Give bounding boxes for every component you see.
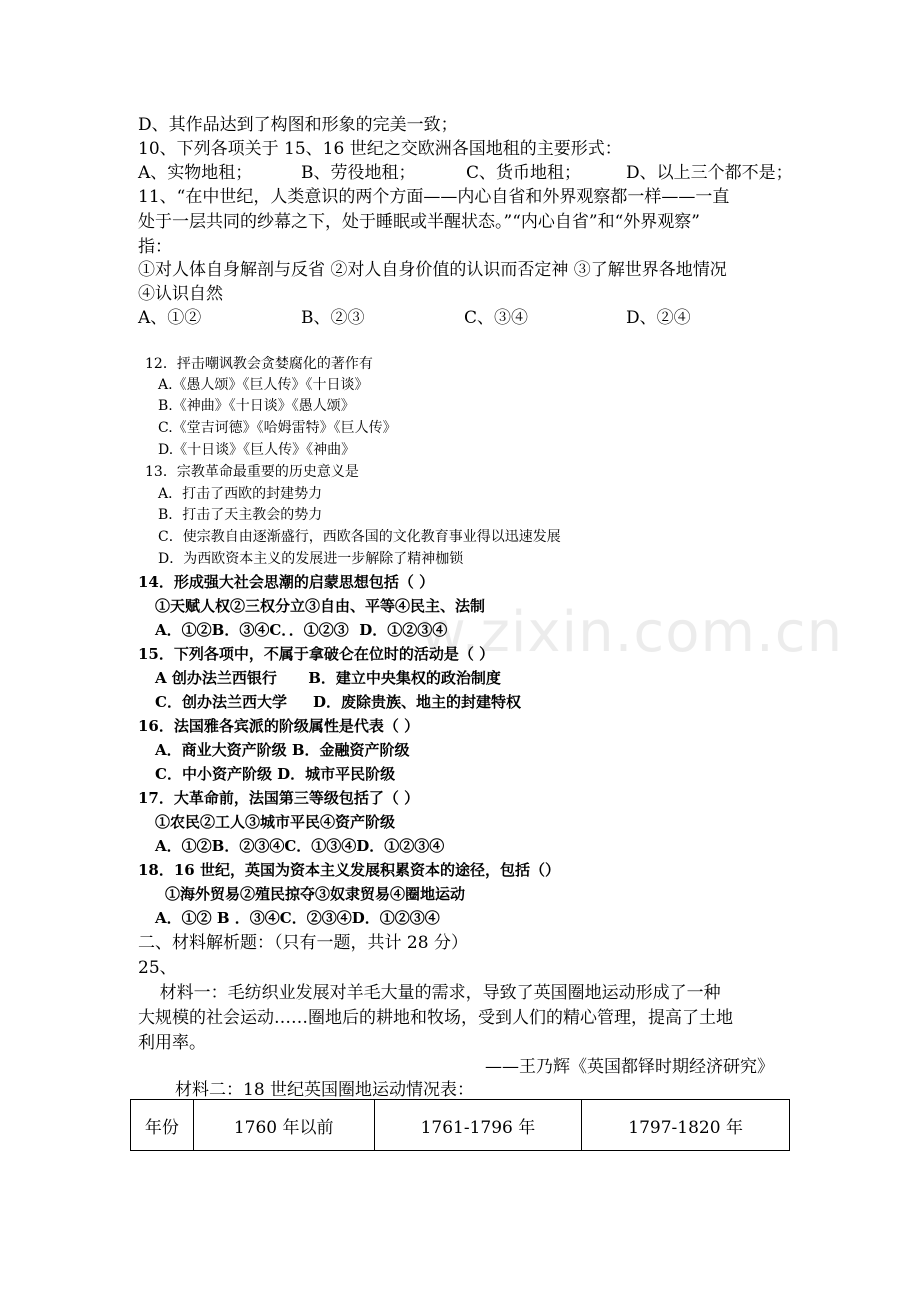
q16-options-line: A．商业大资产阶级 B．金融资产阶级: [155, 741, 410, 759]
q10-option-a: A、实物地租；: [138, 163, 253, 183]
q11-stem-line: 11、“在中世纪，人类意识的两个方面——内心自省和外界观察都一样——一直: [138, 187, 730, 207]
q18-stem: 18．16 世纪，英国为资本主义发展积累资本的途径，包括（）: [138, 861, 560, 879]
material1-line: 利用率。: [138, 1033, 206, 1053]
q15-options-line: C．创办法兰西大学 D．废除贵族、地主的封建特权: [155, 693, 522, 711]
q17-items: ①农民②工人③城市平民④资产阶级: [155, 813, 396, 831]
section-heading: 二、材料解析题：（只有一题，共计 28 分）: [138, 933, 468, 953]
enclosure-table: [130, 1099, 790, 1151]
q11-items-line: ④认识自然: [138, 284, 223, 304]
q11-option-c: C、③④: [464, 308, 529, 328]
q12-option-c: C.《堂吉诃德》《哈姆雷特》《巨人传》: [158, 420, 397, 436]
watermark: w.zixin.com.cn: [420, 600, 844, 665]
q13-stem: 13．宗教革命最重要的历史意义是: [145, 464, 359, 480]
q13-option-a: A．打击了西欧的封建势力: [158, 486, 323, 502]
q11-option-b: B、②③: [301, 308, 365, 328]
q10-options: [138, 161, 798, 185]
q10-option-d: D、以上三个都不是；: [626, 163, 793, 183]
q17-stem: 17．大革命前，法国第三等级包括了（ ）: [138, 789, 420, 807]
q12-option-a: A.《愚人颂》《巨人传》《十日谈》: [158, 377, 369, 393]
q16-options-line: C．中小资产阶级 D．城市平民阶级: [155, 765, 396, 783]
table-cell: 年份: [131, 1100, 194, 1151]
q13-option-d: D．为西欧资本主义的发展进一步解除了精神枷锁: [158, 551, 464, 567]
table-cell: 1760 年以前: [193, 1100, 374, 1151]
q15-stem: 15．下列各项中，不属于拿破仑在位时的活动是（ ）: [138, 645, 495, 663]
material2-caption: 材料二：18 世纪英国圈地运动情况表：: [175, 1080, 475, 1100]
q10-stem: 10、下列各项关于 15、16 世纪之交欧洲各国地租的主要形式：: [138, 139, 622, 159]
q10-option-c: C、货币地租；: [466, 163, 582, 183]
q14-stem: 14．形成强大社会思潮的启蒙思想包括（ ）: [138, 573, 435, 591]
q13-option-c: C．使宗教自由逐渐盛行，西欧各国的文化教育事业得以迅速发展: [158, 529, 561, 545]
q12-option-b: B.《神曲》《十日谈》《愚人颂》: [158, 398, 355, 414]
q11-options: [138, 306, 798, 330]
material1-source: ——王乃辉《英国都铎时期经济研究》: [485, 1057, 774, 1077]
material1-line: 大规模的社会运动……圈地后的耕地和牧场，受到人们的精心管理，提高了土地: [138, 1008, 733, 1028]
q11-stem-line: 处于一层共同的纱幕之下，处于睡眠或半醒状态。”“内心自省”和“外界观察”: [138, 212, 700, 232]
q13-option-b: B．打击了天主教会的势力: [158, 507, 323, 523]
material1-line: 材料一：毛纺织业发展对羊毛大量的需求，导致了英国圈地运动形成了一种: [138, 983, 721, 1003]
q14-options: A．①②B．③④C．．①②③ D．①②③④: [155, 621, 448, 639]
table-header-row: [131, 1100, 790, 1151]
q11-option-a: A、①②: [138, 308, 202, 328]
q10-option-b: B、劳役地租；: [301, 163, 416, 183]
q9-option-d: D、其作品达到了构图和形象的完美一致；: [138, 115, 458, 135]
table-cell: 1797-1820 年: [582, 1100, 790, 1151]
q11-stem-line: 指：: [138, 237, 172, 257]
q12-stem: 12．抨击嘲讽教会贪婪腐化的著作有: [145, 356, 373, 372]
q16-stem: 16．法国雅各宾派的阶级属性是代表（ ）: [138, 717, 420, 735]
question-number: 25、: [138, 958, 177, 978]
q12-option-d: D.《十日谈》《巨人传》《神曲》: [158, 442, 356, 458]
q17-options: A．①②B．②③④C．①③④D．①②③④: [155, 837, 445, 855]
table-cell: 1761-1796 年: [374, 1100, 582, 1151]
q18-items: ①海外贸易②殖民掠夺③奴隶贸易④圈地运动: [165, 885, 466, 903]
q11-items-line: ①对人体自身解剖与反省 ②对人自身价值的认识而否定神 ③了解世界各地情况: [138, 260, 727, 280]
q14-items: ①天赋人权②三权分立③自由、平等④民主、法制: [155, 597, 486, 615]
q15-options-line: A 创办法兰西银行 B．建立中央集权的政治制度: [155, 669, 501, 687]
q11-option-d: D、②④: [626, 308, 691, 328]
q18-options: A．①② B ．③④C．②③④D．①②③④: [155, 909, 440, 927]
